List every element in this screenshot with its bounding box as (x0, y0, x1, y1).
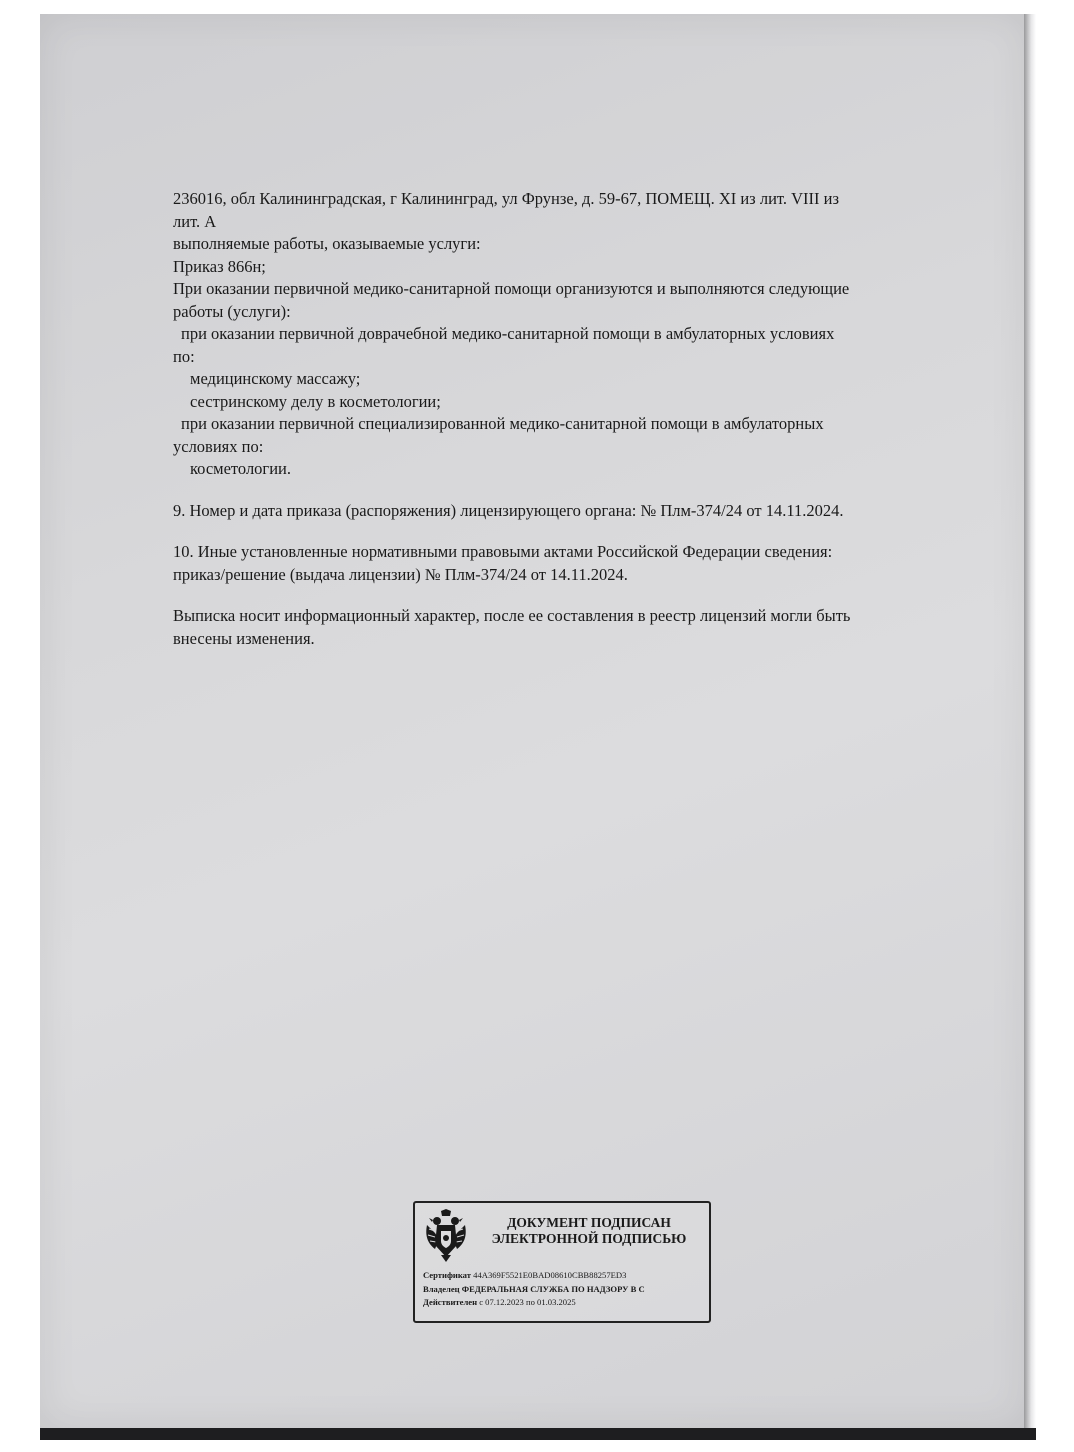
document-line: при оказании первичной доврачебной медико-санитарной помощи в амбулаторных условиях (181, 324, 835, 343)
note-line-1: Выписка носит информационный характер, после ее составления в реестр лицензий могли быть (173, 606, 851, 625)
russian-coat-of-arms-icon (423, 1209, 469, 1263)
document-line: косметологии. (190, 459, 291, 478)
validity-line (423, 1296, 709, 1310)
document-line: медицинскому массажу; (190, 369, 361, 388)
document-line: сестринскому делу в косметологии; (190, 391, 441, 411)
stamp-title (489, 1215, 689, 1247)
document-line: выполняемые работы, оказываемые услуги: (173, 234, 481, 253)
document-line: лит. А (173, 211, 217, 231)
document-body (173, 188, 925, 650)
document-line: при оказании первичной специализированной медико-санитарной помощи в амбулаторных (181, 414, 824, 433)
document-line: Приказ 866н; (173, 256, 266, 276)
section-10-line-1: 10. Иные установленные нормативными правовыми актами Российской Федерации сведения: (173, 542, 833, 561)
document-line: по: (173, 346, 195, 366)
certificate-label: Сертификат (423, 1270, 471, 1280)
page-edge (1024, 14, 1036, 1428)
certificate-line (423, 1269, 709, 1283)
document-line: При оказании первичной медико-санитарной помощи организуются и выполняются следующие (173, 279, 850, 298)
certificate-value: 44A369F5521E0BAD08610CBB88257ED3 (473, 1270, 627, 1280)
section-10-line-2: приказ/решение (выдача лицензии) № Плм-374/24 от 14.11.2024. (173, 564, 628, 584)
stamp-title-line-2: ЭЛЕКТРОННОЙ ПОДПИСЬЮ (491, 1231, 687, 1246)
document-line: 236016, обл Калининградская, г Калининград, ул Фрунзе, д. 59-67, ПОМЕЩ. XI из лит. VIII из (173, 189, 839, 208)
stamp-details (423, 1269, 709, 1310)
owner-line (423, 1283, 709, 1297)
owner-label: Владелец (423, 1283, 460, 1294)
stamp-title-line-1: ДОКУМЕНТ ПОДПИСАН (507, 1215, 671, 1230)
document-line: условиях по: (173, 436, 264, 456)
document-line: работы (услуги): (173, 301, 291, 321)
section-9: 9. Номер и дата приказа (распоряжения) лицензирующего органа: № Плм-374/24 от 14.11.2024. (173, 500, 844, 520)
validity-label: Действителен (423, 1297, 478, 1307)
note-line-2: внесены изменения. (173, 628, 315, 648)
services-list (173, 188, 925, 481)
electronic-signature-stamp (413, 1201, 711, 1323)
validity-value: с 07.12.2023 по 01.03.2025 (479, 1297, 576, 1307)
owner-value: ФЕДЕРАЛЬНАЯ СЛУЖБА ПО НАДЗОРУ В С (461, 1283, 645, 1294)
